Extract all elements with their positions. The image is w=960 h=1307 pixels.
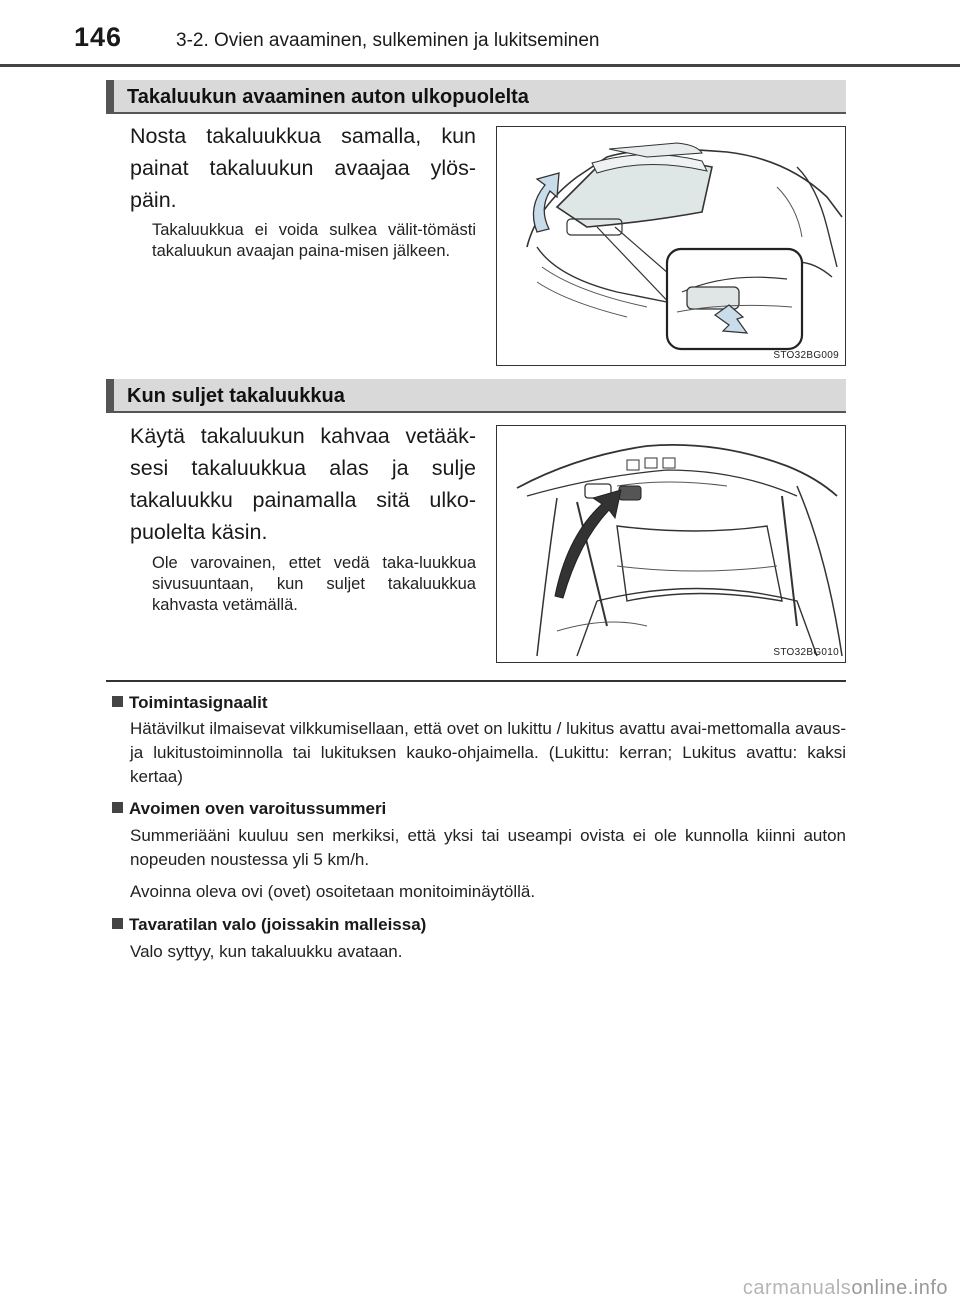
info-paragraph: Hätävilkut ilmaisevat vilkkumisellaan, että ovet on lukittu / lukitus avattu avai-mettomalla avaus- ja lukitustoiminnolla tai lukituksen kauko-ohjaimella. (Lukittu: kerran; Lukitus avattu: kaksi kertaa) (130, 719, 846, 786)
figure-code: STO32BG010 (773, 647, 839, 658)
open-instruction-text: Nosta takaluukkua samalla, kun painat takaluukun avaajaa ylös-päin. (130, 124, 476, 212)
figure-code: STO32BG009 (773, 350, 839, 361)
info-heading-cargo-light (112, 915, 426, 935)
info-paragraph: Summeriääni kuuluu sen merkiksi, että yksi tai useampi ovista ei ole kunnolla kiinni auton nopeuden noustessa yli 5 km/h. (130, 826, 846, 869)
figure-open-tailgate (496, 126, 846, 366)
watermark-suffix: online.info (851, 1277, 948, 1299)
info-heading-label: Avoimen oven varoitussummeri (129, 799, 387, 818)
close-instruction-text: Käytä takaluukun kahvaa vetääk-sesi takaluukkua alas ja sulje takaluukku painamalla sitä ulko-puolelta käsin. (130, 424, 476, 544)
close-note-text: Ole varovainen, ettet vedä taka-luukkua sivusuuntaan, kun suljet takaluukkua kahvasta vetämällä. (152, 554, 476, 614)
section-heading-label: Takaluukun avaaminen auton ulkopuolelta (127, 86, 529, 108)
section-heading-tab (106, 379, 114, 411)
illustration-tailgate-interior (497, 426, 846, 663)
watermark (743, 1277, 948, 1300)
square-bullet-icon (112, 696, 123, 707)
figure-close-tailgate (496, 425, 846, 663)
watermark-prefix: carmanuals (742, 1277, 852, 1299)
info-paragraph: Valo syttyy, kun takaluukku avataan. (130, 942, 403, 961)
section-heading-tab (106, 80, 114, 112)
section-heading-close-tailgate (106, 379, 846, 413)
info-heading-label: Tavaratilan valo (joissakin malleissa) (129, 915, 427, 934)
section-heading-open-tailgate (106, 80, 846, 114)
info-heading-open-door-buzzer (112, 799, 386, 819)
open-note-text: Takaluukkua ei voida sulkea välit-tömästi takaluukun avaajan paina-misen jälkeen. (152, 221, 476, 260)
page-number: 146 (74, 22, 123, 52)
section-heading-label: Kun suljet takaluukkua (127, 385, 345, 407)
section-divider (106, 680, 846, 682)
square-bullet-icon (112, 918, 123, 929)
header-rule (0, 64, 960, 67)
illustration-tailgate-exterior (497, 127, 846, 366)
info-heading-operation-signals (112, 693, 268, 713)
info-paragraph: Avoinna oleva ovi (ovet) osoitetaan monitoiminäytöllä. (130, 882, 536, 901)
info-heading-label: Toimintasignaalit (129, 693, 268, 712)
chapter-title: 3-2. Ovien avaaminen, sulkeminen ja lukitseminen (176, 30, 600, 51)
square-bullet-icon (112, 802, 123, 813)
